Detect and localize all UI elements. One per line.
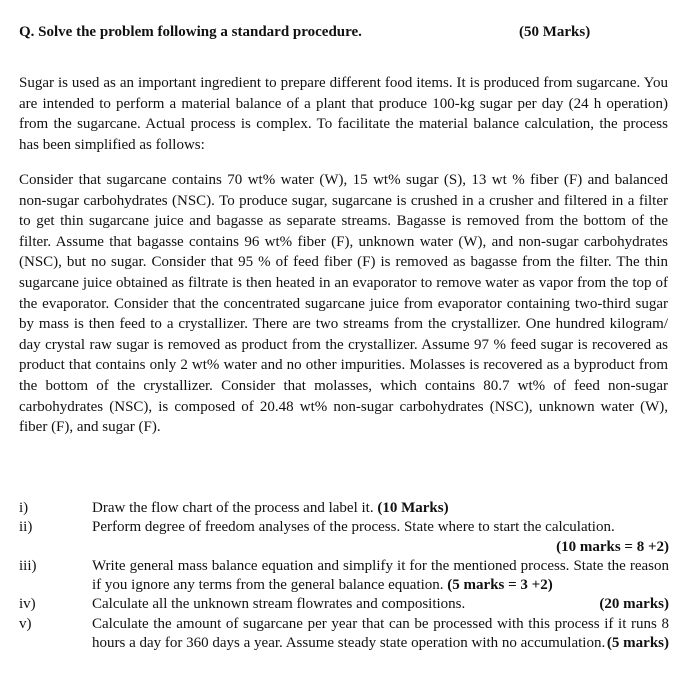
process-description-paragraph: Consider that sugarcane contains 70 wt% water (W), 15 wt% sugar (S), 13 wt % fiber (F) and balanced non-sugar carbohydrates (NSC). To produce sugar, sugarcane is crushed in a crusher and filtered in a filter to get thin sugarcane juice and bagasse as separate streams. Bagasse is removed from the bottom of the filter. Assume that bagasse contains 96 wt% fiber (F), unknown water (W), and non-sugar carbohydrates (NSC), but no sugar. Consider that 95 % of feed fiber (F) is removed as bagasse from the filter. The thin sugarcane juice obtained as filtrate is then heated in an evaporator to remove water as vapor from the top of the evaporator. Consider that the concentrated sugarcane juice from evaporator containing two-third sugar by mass is then feed to a crystallizer. There are two streams from the crystallizer. One hundred kilogram/ day crystal raw sugar is removed as product from the crystallizer. Assume 97 % feed sugar is recovered as product that contains only 2 wt% water and no other impurities. Molasses is recovered as a byproduct from the bottom of the crystallizer. Consider that molasses, which contains 80.7 wt% of feed non-sugar carbohydrates (NSC), is composed of 20.48 wt% non-sugar carbohydrates (NSC), unknown water (W), fiber (F), and sugar (F). [19, 172, 668, 436]
task-item-3 [19, 557, 669, 596]
task-text: Calculate all the unknown stream flowrates and compositions. [92, 596, 466, 613]
task-text: Draw the flow chart of the process and label it. [92, 500, 378, 516]
question-heading [19, 24, 665, 41]
task-text: Write general mass balance equation and simplify it for the mentioned process. State the reason if you ignore any terms from the general balance equation. [92, 557, 669, 594]
question-title: Q. Solve the problem following a standard procedure. [19, 24, 362, 40]
task-number: iv) [19, 596, 36, 613]
task-marks: (5 marks = 3 +2) [447, 577, 553, 594]
task-marks: (10 marks = 8 +2) [556, 538, 669, 555]
task-text: Perform degree of freedom analyses of the process. State where to start the calculation. [92, 519, 615, 536]
task-item-4 [19, 595, 669, 614]
task-item-2 [19, 518, 669, 557]
question-total-marks: (50 Marks) [519, 24, 591, 40]
intro-paragraph: Sugar is used as an important ingredient to prepare different food items. It is produced from sugarcane. You are intended to perform a material balance of a plant that produce 100-kg sugar per day (24 h operation) from the sugarcane. Actual process is complex. To facilitate the material balance calculation, the process has been simplified as follows: [19, 75, 668, 153]
task-number: iii) [19, 557, 37, 574]
task-marks: (10 Marks) [377, 500, 449, 516]
task-marks: (20 marks) [599, 596, 669, 613]
task-number: i) [19, 500, 29, 516]
task-item-5 [19, 615, 669, 654]
task-list [19, 499, 669, 653]
task-item-1 [19, 499, 669, 518]
task-number: v) [19, 615, 32, 632]
task-marks: (5 marks) [606, 635, 669, 652]
task-text: Calculate the amount of sugarcane per year that can be processed with this process if it runs 8 hours a day for 360 days a year. Assume steady state operation with no accumulation. [92, 615, 669, 652]
task-number: ii) [19, 519, 33, 536]
